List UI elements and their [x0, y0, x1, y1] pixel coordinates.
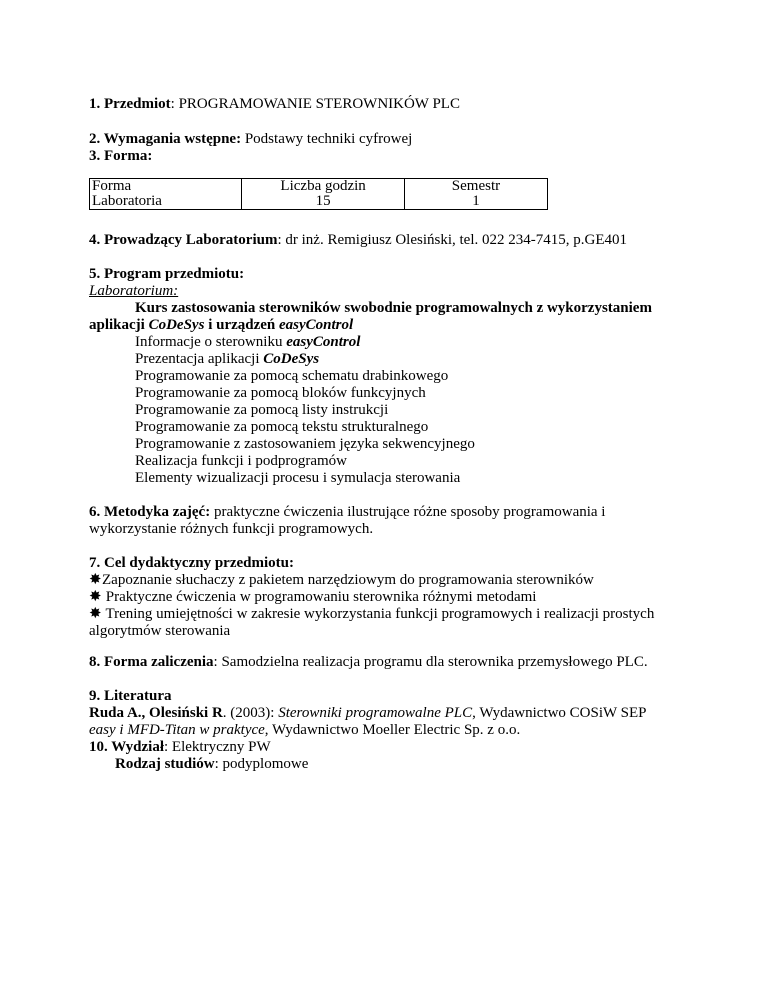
- goal-label: 7. Cel dydaktyczny przedmiotu:: [89, 555, 294, 571]
- bullet-icon: ✸: [89, 606, 102, 622]
- program-item-list: [89, 334, 709, 487]
- program-sublabel: Laboratorium:: [89, 283, 179, 299]
- assessment-label: 8. Forma zaliczenia: [89, 654, 214, 670]
- methodology-line2: wykorzystanie różnych funkcji programowych.: [89, 521, 374, 537]
- program-item: [89, 368, 709, 385]
- form-table: [89, 178, 548, 210]
- course-title-pre: aplikacji: [89, 317, 149, 333]
- literature-year: . (2003):: [222, 705, 279, 721]
- program-item-text: Elementy wizualizacji procesu i symulacja sterowania: [135, 470, 461, 486]
- section-faculty: [89, 739, 709, 773]
- literature-publisher1: , Wydawnictwo COSiW SEP: [472, 705, 647, 721]
- assessment-value: : Samodzielna realizacja programu dla sterownika przemysłowego PLC.: [213, 654, 648, 670]
- instructor-value: : dr inż. Remigiusz Olesiński, tel. 022 234-7415, p.GE401: [277, 232, 628, 248]
- section-program: [89, 266, 709, 487]
- goal-item: [89, 589, 709, 606]
- study-type-value: : podyplomowe: [214, 756, 309, 772]
- program-item: [89, 470, 709, 487]
- faculty-value: : Elektryczny PW: [164, 739, 271, 755]
- section-literature: [89, 688, 709, 739]
- table-row: [90, 194, 548, 210]
- course-title-line1: Kurs zastosowania sterowników swobodnie programowalnych z wykorzystaniem: [135, 300, 652, 316]
- goal-item: [89, 572, 709, 589]
- program-item-emphasis: easyControl: [286, 334, 361, 350]
- subject-value: PROGRAMOWANIE STEROWNIKÓW PLC: [178, 96, 460, 112]
- course-title-mid: i urządzeń: [204, 317, 280, 333]
- program-item: [89, 385, 709, 402]
- requirements-label: 2. Wymagania wstępne:: [89, 131, 242, 147]
- program-item-text: Informacje o sterowniku: [135, 334, 287, 350]
- literature-authors: Ruda A., Olesiński R: [89, 705, 223, 721]
- course-app-name: CoDeSys: [148, 317, 205, 333]
- literature-title2: easy i MFD-Titan w praktyce: [89, 722, 265, 738]
- section-goal: [89, 555, 709, 640]
- literature-publisher2: , Wydawnictwo Moeller Electric Sp. z o.o.: [264, 722, 521, 738]
- section-subject: [89, 96, 709, 113]
- goal-continuation: algorytmów sterowania: [89, 623, 231, 639]
- bullet-icon: ✸: [89, 572, 102, 588]
- study-type-label: Rodzaj studiów: [115, 756, 215, 772]
- program-item-text: Programowanie za pomocą listy instrukcji: [135, 402, 389, 418]
- goal-item-list: [89, 572, 709, 623]
- program-item: [89, 334, 709, 351]
- table-header-cell: Forma: [90, 179, 242, 195]
- program-item: [89, 402, 709, 419]
- program-item-text: Realizacja funkcji i podprogramów: [135, 453, 348, 469]
- program-item-text: Programowanie za pomocą bloków funkcyjnych: [135, 385, 426, 401]
- program-item: [89, 351, 709, 368]
- program-item: [89, 419, 709, 436]
- faculty-label: 10. Wydział: [89, 739, 165, 755]
- section-requirements: [89, 131, 709, 165]
- program-item-text: Programowanie z zastosowaniem języka sekwencyjnego: [135, 436, 475, 452]
- table-header-cell: Semestr: [404, 179, 547, 195]
- subject-sep: :: [170, 96, 179, 112]
- subject-label: 1. Przedmiot: [89, 96, 171, 112]
- bullet-icon: ✸: [89, 589, 102, 605]
- program-item-text: Programowanie za pomocą schematu drabinkowego: [135, 368, 449, 384]
- program-item-text: Programowanie za pomocą tekstu strukturalnego: [135, 419, 429, 435]
- program-label: 5. Program przedmiotu:: [89, 266, 245, 282]
- table-cell: Laboratoria: [90, 194, 242, 210]
- methodology-label: 6. Metodyka zajęć:: [89, 504, 211, 520]
- table-header-cell: Liczba godzin: [242, 179, 405, 195]
- program-item: [89, 453, 709, 470]
- literature-title1: Sterowniki programowalne PLC: [278, 705, 473, 721]
- methodology-line1: praktyczne ćwiczenia ilustrujące różne sposoby programowania i: [210, 504, 606, 520]
- instructor-label: 4. Prowadzący Laboratorium: [89, 232, 278, 248]
- goal-item-text: Praktyczne ćwiczenia w programowaniu sterownika różnymi metodami: [102, 589, 537, 605]
- table-header-row: [90, 179, 548, 195]
- table-cell: 15: [242, 194, 405, 210]
- section-methodology: [89, 504, 709, 538]
- goal-item: [89, 606, 709, 623]
- requirements-value: Podstawy techniki cyfrowej: [241, 131, 413, 147]
- form-label: 3. Forma:: [89, 148, 153, 164]
- goal-item-text: Trening umiejętności w zakresie wykorzystania funkcji programowych i realizacji prostych: [102, 606, 655, 622]
- table-cell: 1: [404, 194, 547, 210]
- program-item-text: Prezentacja aplikacji: [135, 351, 264, 367]
- literature-label: 9. Literatura: [89, 688, 172, 704]
- section-instructor: [89, 232, 709, 249]
- goal-item-text: Zapoznanie słuchaczy z pakietem narzędziowym do programowania sterowników: [102, 572, 594, 588]
- program-item-emphasis: CoDeSys: [263, 351, 320, 367]
- course-device-name: easyControl: [279, 317, 354, 333]
- program-item: [89, 436, 709, 453]
- section-assessment: [89, 654, 709, 671]
